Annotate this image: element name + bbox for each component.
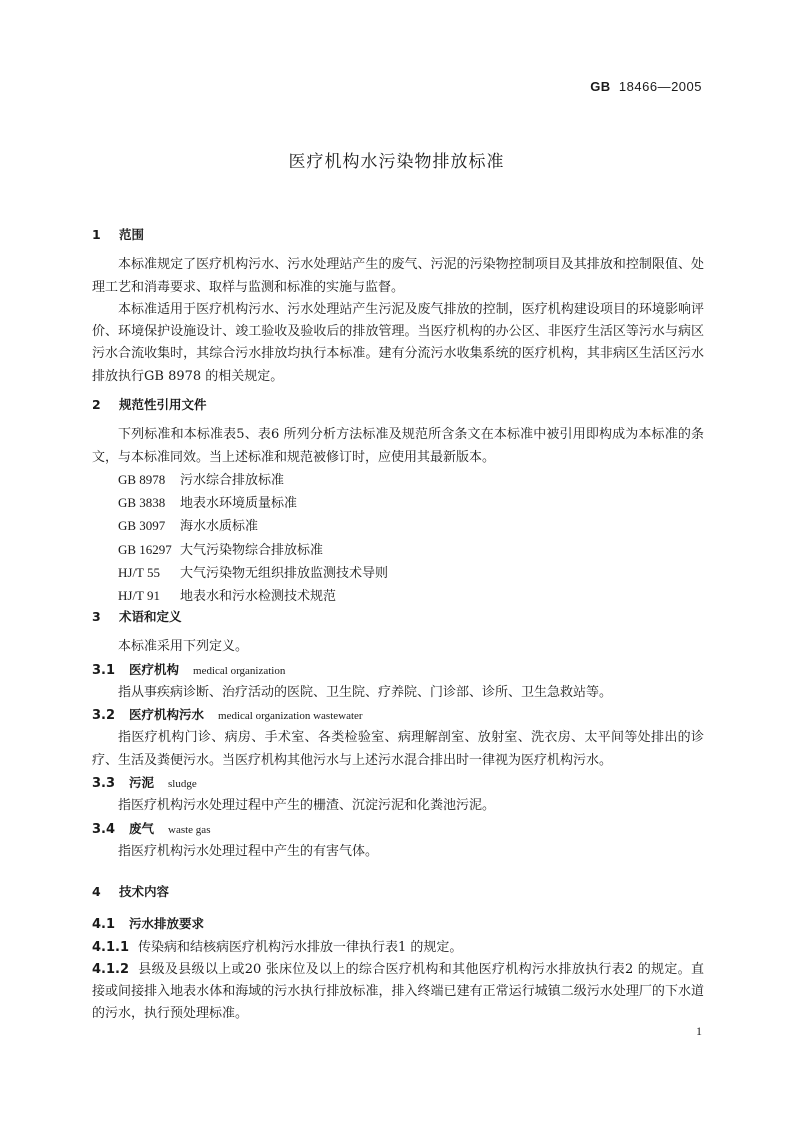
section-3 — [92, 606, 704, 863]
reference-item: GB 3097 海水水质标准 — [118, 518, 259, 535]
section-1 — [92, 224, 704, 388]
document-title: 医疗机构水污染物排放标准 — [288, 152, 505, 172]
term-definition: 指医疗机构门诊、病房、手术室、各类检验室、病理解剖室、放射室、洗衣房、太平间等处排出的诊疗、生活及粪便污水。当医疗机构其他污水与上述污水混合排出时一律视为医疗机构污水。 — [92, 730, 704, 768]
reference-item: HJ/T 55 大气污染物无组织排放监测技术导则 — [118, 565, 389, 582]
paragraph: 本标准适用于医疗机构污水、污水处理站产生污泥及废气排放的控制，医疗机构建设项目的环境影响评价、环境保护设施设计、竣工验收及验收后的排放管理。当医疗机构的办公区、非医疗生活区等污水与病区污水合流收集时，其综合污水排放均执行本标准。建有分流污水收集系统的医疗机构，其非病区生活区污水排放执行GB 8978 的相关规定。 — [92, 301, 704, 384]
reference-item: GB 8978 污水综合排放标准 — [118, 471, 285, 488]
term-heading: 3.1 医疗机构 medical organization — [92, 661, 286, 678]
page-number: 1 — [696, 1024, 702, 1038]
section-4 — [92, 881, 704, 1026]
paragraph: 本标准采用下列定义。 — [118, 639, 249, 655]
clause: 4.1.2 县级及县级以上或20 张床位及以上的综合医疗机构和其他医疗机构污水排放执行表2 的规定。直接或间接排入地表水体和海域的污水执行排放标准，排入终端已建有正常运行城镇二级污水处理厂的下水道的污水，执行预处理标准。 — [92, 961, 704, 1022]
reference-item: GB 3838 地表水环境质量标准 — [118, 495, 298, 512]
term-definition: 指从事疾病诊断、治疗活动的医院、卫生院、疗养院、门诊部、诊所、卫生急救站等。 — [118, 684, 613, 700]
subsection-heading: 4.1 污水排放要求 — [92, 916, 205, 933]
term-definition: 指医疗机构污水处理过程中产生的有害气体。 — [118, 843, 379, 859]
term-heading: 3.3 污泥 sludge — [92, 775, 197, 792]
standard-code — [590, 79, 702, 94]
term-heading: 3.4 废气 waste gas — [92, 820, 211, 837]
reference-item: HJ/T 91 地表水和污水检测技术规范 — [118, 588, 337, 605]
section-2 — [92, 394, 704, 609]
section-heading: 4 技术内容 — [92, 884, 170, 899]
standard-number: 18466—2005 — [618, 79, 702, 94]
section-heading: 1 范围 — [92, 227, 145, 242]
term-definition: 指医疗机构污水处理过程中产生的栅渣、沉淀污泥和化粪池污泥。 — [118, 798, 496, 814]
clause: 4.1.1 传染病和结核病医疗机构污水排放一律执行表1 的规定。 — [92, 939, 463, 955]
paragraph: 下列标准和本标准表5、表6 所列分析方法标准及规范所含条文在本标准中被引用即构成为本标准的条文，与本标准同效。当上述标准和规范被修订时，应使用其最新版本。 — [92, 427, 704, 465]
reference-item: GB 16297 大气污染物综合排放标准 — [118, 541, 324, 558]
paragraph: 本标准规定了医疗机构污水、污水处理站产生的废气、污泥的污染物控制项目及其排放和控制限值、处理工艺和消毒要求、取样与监测和标准的实施与监督。 — [92, 257, 704, 295]
section-heading: 3 术语和定义 — [92, 609, 182, 624]
standard-prefix: GB — [590, 79, 611, 94]
section-heading: 2 规范性引用文件 — [92, 397, 207, 412]
term-heading: 3.2 医疗机构污水 medical organization wastewater — [92, 707, 363, 724]
